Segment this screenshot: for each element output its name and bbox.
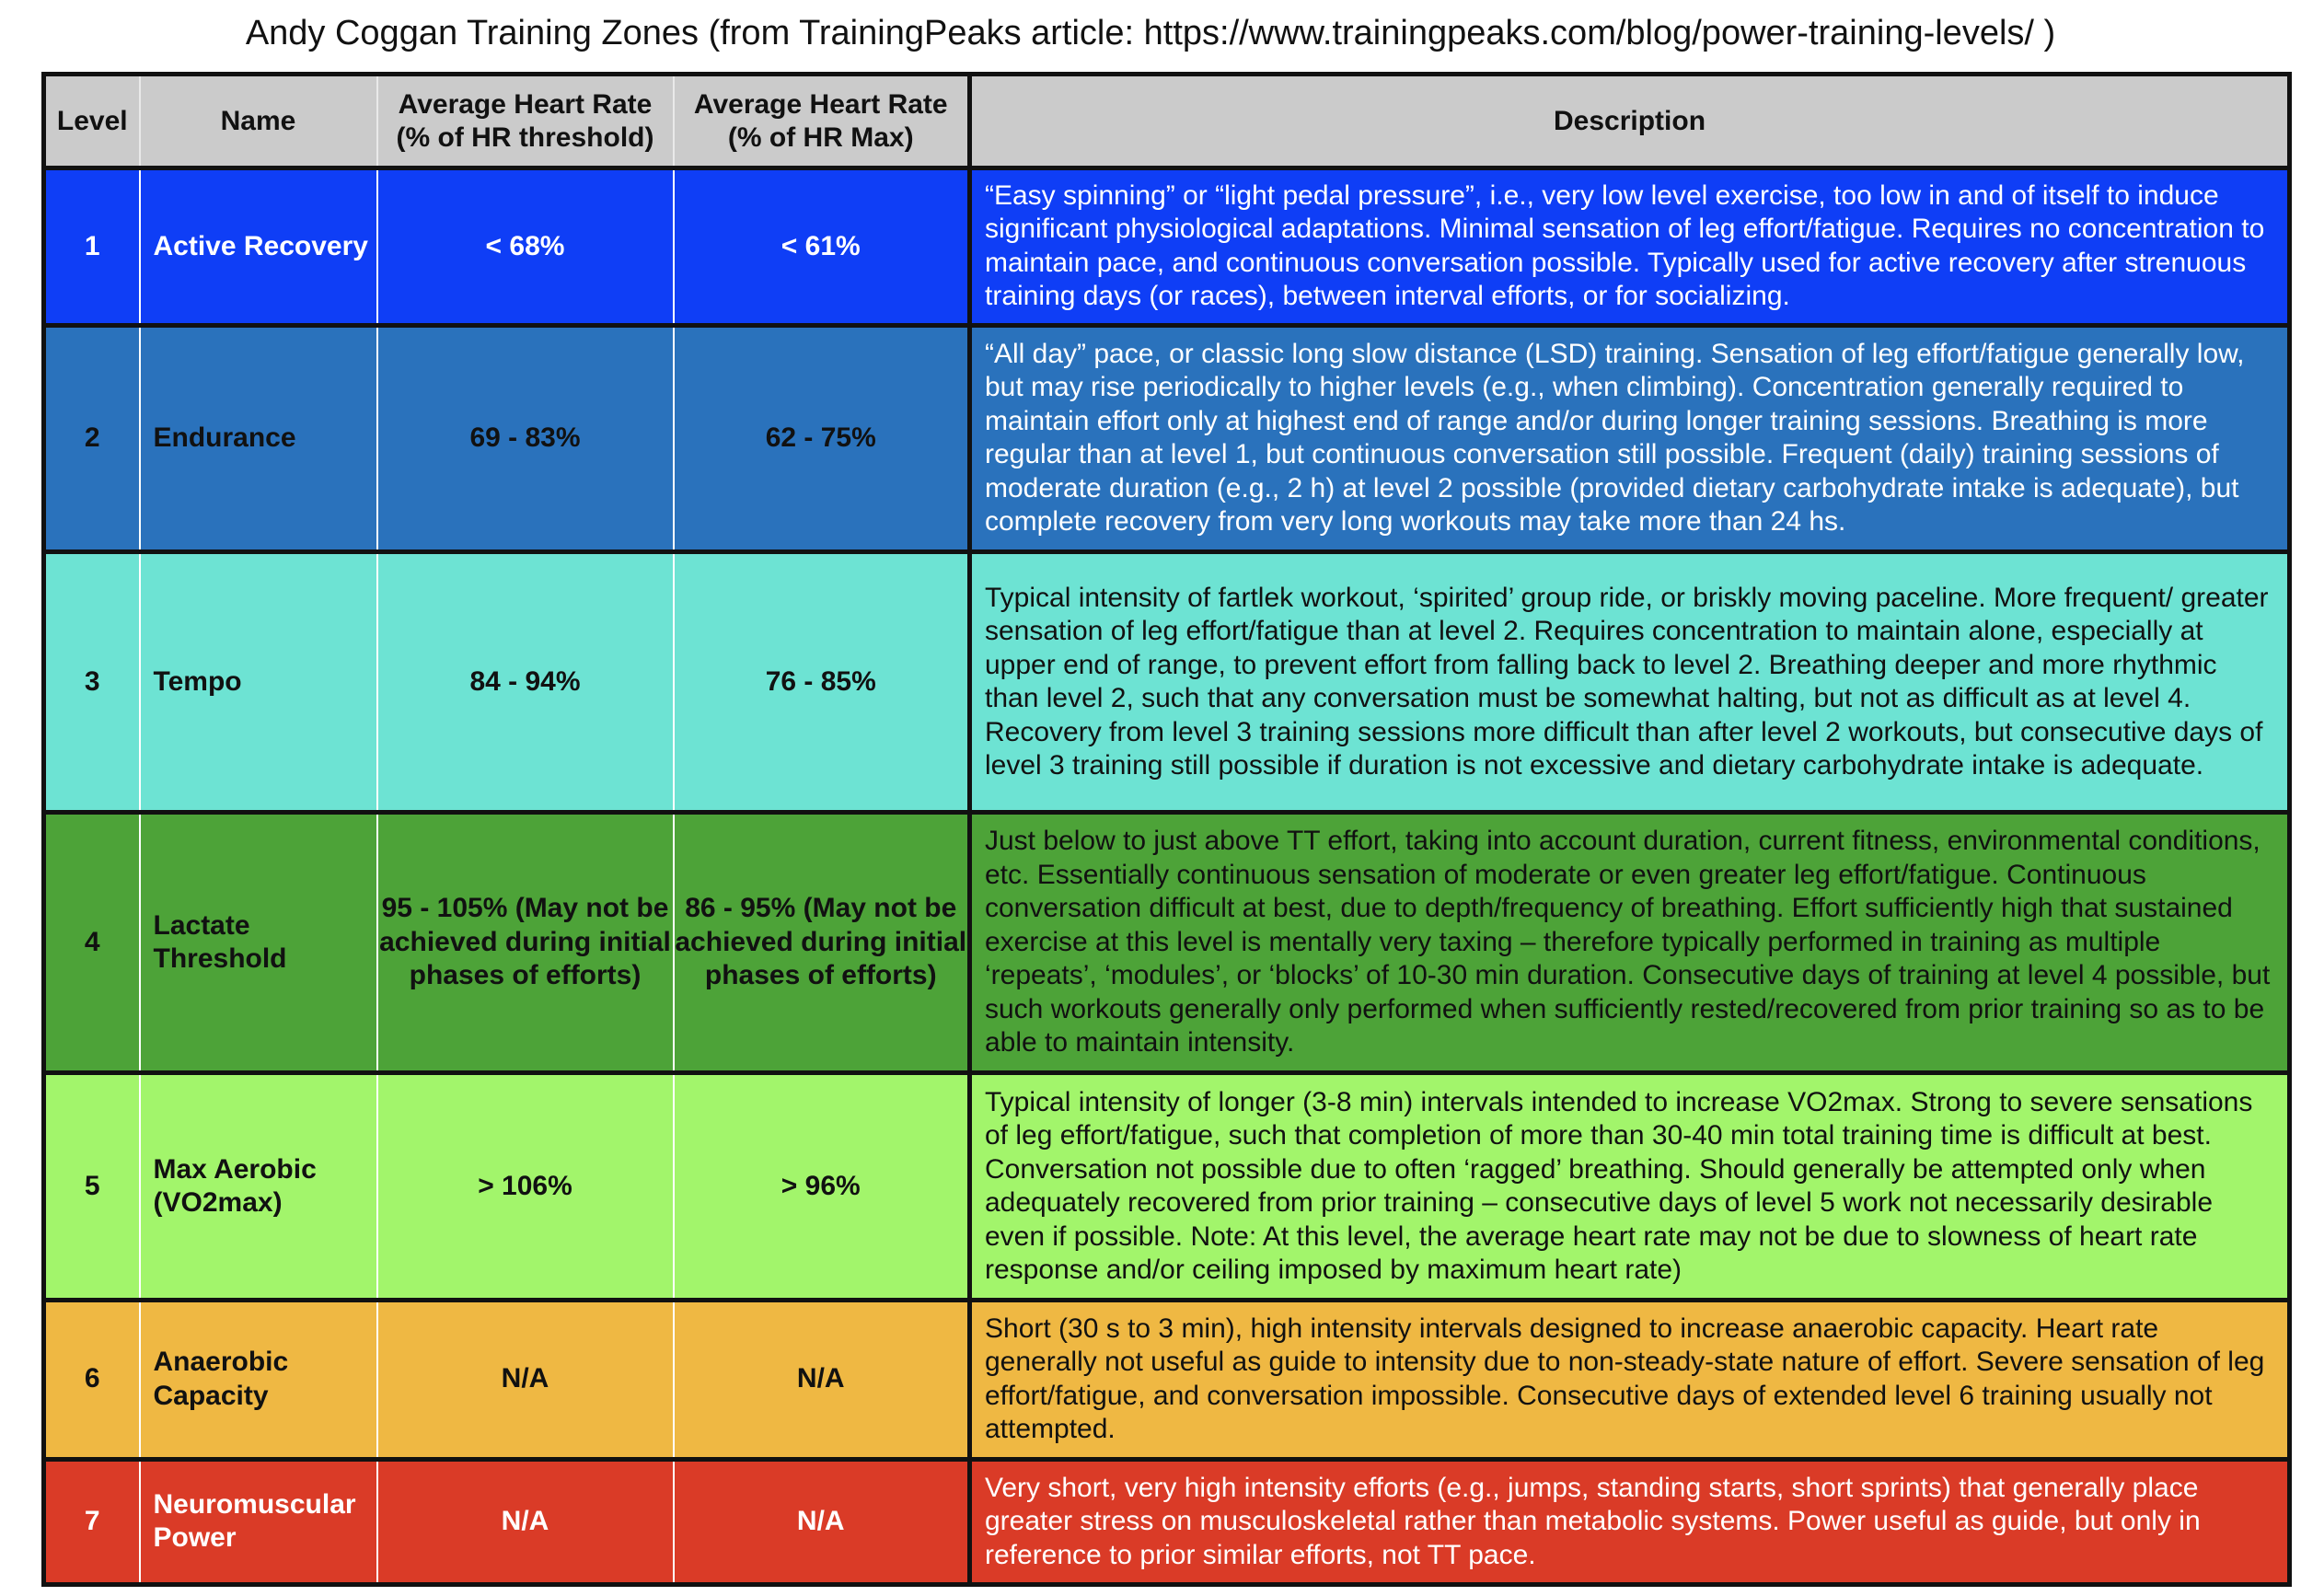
hr-threshold-cell: N/A xyxy=(377,1459,674,1585)
header-hr-max xyxy=(674,75,970,168)
header-level: Level xyxy=(44,75,140,168)
zone-name-cell: Active Recovery xyxy=(140,168,377,326)
header-hr-threshold-line1: Average Heart Rate xyxy=(398,88,653,120)
hr-threshold-cell: > 106% xyxy=(377,1073,674,1301)
header-name: Name xyxy=(140,75,377,168)
header-row xyxy=(44,75,2290,168)
description-cell: Short (30 s to 3 min), high intensity intervals designed to increase anaerobic capacity. Heart rate generally not useful as guide to intensity due to non-steady-state nature of effort. Severe sensation of leg effort/fatigue, and conversation impossible. Consecutive days of extended level 6 training usually not attempted. xyxy=(970,1300,2290,1459)
description-cell: “All day” pace, or classic long slow distance (LSD) training. Sensation of leg effort/fatigue generally low, but may rise periodically to higher levels (e.g., when climbing). Concentration generally required to maintain effort only at highest end of range and/or during longer training sessions. Breathing is more regular than at level 1, but continuous conversation still possible. Frequent (daily) training sessions of moderate duration (e.g., 2 h) at level 2 possible (provided dietary carbohydrate intake is adequate), but complete recovery from very long workouts may take more than 24 hs. xyxy=(970,325,2290,552)
table-row-level-2 xyxy=(44,325,2290,552)
page-title: Andy Coggan Training Zones (from TrainingPeaks article: https://www.trainingpeaks.com/blog/power-training-levels/ ) xyxy=(245,14,2056,52)
hr-max-cell: N/A xyxy=(674,1459,970,1585)
zone-name-cell: Max Aerobic (VO2max) xyxy=(140,1073,377,1301)
description-cell: Typical intensity of longer (3-8 min) intervals intended to increase VO2max. Strong to severe sensations of leg effort/fatigue, such that completion of more than 30-40 min total training time is difficult at best. Conversation not possible due to often ‘ragged’ breathing. Should generally be attempted only when adequately recovered from prior training – consecutive days of level 5 work not necessarily desirable even if possible. Note: At this level, the average heart rate may not be due to slowness of heart rate response and/or ceiling imposed by maximum heart rate) xyxy=(970,1073,2290,1301)
hr-max-cell: 62 - 75% xyxy=(674,325,970,552)
zone-name-cell: Neuromuscular Power xyxy=(140,1459,377,1585)
table-row-level-5 xyxy=(44,1073,2290,1301)
zone-name-cell: Anaerobic Capacity xyxy=(140,1300,377,1459)
description-cell: Typical intensity of fartlek workout, ‘spirited’ group ride, or briskly moving paceline. More frequent/ greater sensation of leg effort/fatigue than at level 2. Requires concentration to maintain alone, especially at upper end of range, to prevent effort from falling back to level 2. Breathing deeper and more rhythmic than level 2, such that any conversation must be somewhat halting, but not as difficult as at level 4. Recovery from level 3 training sessions more difficult than after level 2 workouts, but consecutive days of level 3 training still possible if duration is not excessive and dietary carbohydrate intake is adequate. xyxy=(970,552,2290,813)
table-row-level-4 xyxy=(44,813,2290,1073)
zone-name-cell: Tempo xyxy=(140,552,377,813)
table-row-level-1 xyxy=(44,168,2290,326)
description-cell: Just below to just above TT effort, taking into account duration, current fitness, environmental conditions, etc. Essentially continuous sensation of moderate or even greater leg effort/fatigue. Continuous conversation difficult at best, due to depth/frequency of breathing. Effort sufficiently high that sustained exercise at this level is mentally very taxing – therefore typically performed in training as multiple ‘repeats’, ‘modules’, or ‘blocks’ of 10-30 min duration. Consecutive days of training at level 4 possible, but such workouts generally only performed when sufficiently rested/recovered from prior training so as to be able to maintain intensity. xyxy=(970,813,2290,1073)
level-cell: 2 xyxy=(84,422,100,454)
hr-max-cell: < 61% xyxy=(674,168,970,326)
level-cell: 5 xyxy=(84,1170,100,1201)
table-row-level-3 xyxy=(44,552,2290,813)
level-cell: 4 xyxy=(84,926,100,957)
table-row-level-6 xyxy=(44,1300,2290,1459)
hr-max-cell: > 96% xyxy=(674,1073,970,1301)
header-description: Description xyxy=(970,75,2290,168)
hr-max-cell: N/A xyxy=(674,1300,970,1459)
hr-threshold-cell: 84 - 94% xyxy=(377,552,674,813)
table-row-level-7 xyxy=(44,1459,2290,1585)
header-hr-max-line1: Average Heart Rate xyxy=(693,88,948,120)
header-hr-threshold xyxy=(377,75,674,168)
hr-max-cell: 86 - 95% (May not be achieved during initial phases of efforts) xyxy=(674,813,970,1073)
header-hr-max-line2: (% of HR Max) xyxy=(727,121,914,153)
hr-threshold-cell: < 68% xyxy=(377,168,674,326)
description-cell: “Easy spinning” or “light pedal pressure”, i.e., very low level exercise, too low in and of itself to induce significant physiological adaptations. Minimal sensation of leg effort/fatigue. Requires no concentration to maintain pace, and continuous conversation possible. Typically used for active recovery after strenuous training days (or races), between interval efforts, or for socializing. xyxy=(970,168,2290,326)
training-zones-table xyxy=(41,72,2292,1587)
zone-name-cell: Lactate Threshold xyxy=(140,813,377,1073)
level-cell: 3 xyxy=(84,666,100,698)
hr-threshold-cell: N/A xyxy=(377,1300,674,1459)
hr-threshold-cell: 69 - 83% xyxy=(377,325,674,552)
description-cell: Very short, very high intensity efforts (e.g., jumps, standing starts, short sprints) that generally place greater stress on musculoskeletal rather than metabolic systems. Power useful as guide, but only in reference to prior similar efforts, not TT pace. xyxy=(970,1459,2290,1585)
level-cell: 6 xyxy=(84,1363,100,1394)
header-hr-threshold-line2: (% of HR threshold) xyxy=(396,121,654,153)
zone-name-cell: Endurance xyxy=(140,325,377,552)
level-cell: 7 xyxy=(84,1506,100,1536)
level-cell: 1 xyxy=(84,230,100,261)
hr-max-cell: 76 - 85% xyxy=(674,552,970,813)
hr-threshold-cell: 95 - 105% (May not be achieved during initial phases of efforts) xyxy=(377,813,674,1073)
